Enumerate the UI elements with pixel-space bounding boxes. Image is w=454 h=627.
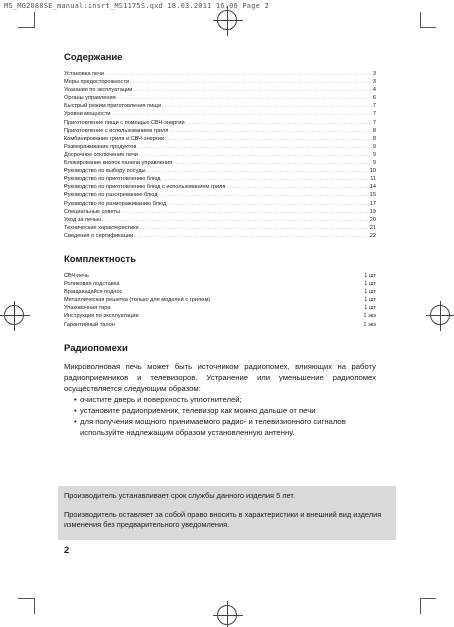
kit-item (64, 321, 376, 329)
toc-leader-dots (133, 86, 372, 94)
toc-item (64, 151, 376, 159)
notice-box (58, 486, 396, 540)
page-number: 2 (64, 545, 70, 556)
radio-bullet: • для получения мощного принимаемого радио- и телевизионного сигналов используйте надлежащим образом установленную антенну. (74, 416, 376, 438)
toc-item (64, 208, 376, 216)
crop-mark-bottom-left-h (18, 598, 34, 599)
toc-item (64, 135, 376, 143)
toc-item-label: Меры предосторожности (64, 79, 130, 86)
toc-item-page: 4 (372, 87, 376, 94)
radio-bullets (64, 394, 376, 438)
toc-leader-dots (105, 70, 372, 78)
radio-section (64, 343, 376, 438)
toc-leader-dots (139, 151, 372, 159)
kit-item-label: Роликовая подставка (64, 281, 120, 288)
radio-intro: Микроволновая печь может быть источником радиопомех, влияющих на работу радиоприемников и телевизоров. Устранение или уменьшение радиопомех осуществляется следующим образом: (64, 361, 376, 393)
toc-item-label: Руководство по приготовлению блюд (64, 176, 161, 183)
kit-item (64, 280, 376, 288)
crop-mark-top-left-h (18, 27, 34, 28)
toc-item-page: 7 (372, 111, 376, 118)
kit-item-label: Гарантийный талон (64, 321, 115, 328)
toc-item-page: 11 (370, 176, 376, 183)
kit-item-qty: 1 шт (364, 272, 376, 279)
toc-item (64, 200, 376, 208)
kit-section (64, 254, 376, 329)
kit-item (64, 296, 376, 304)
toc-item-label: Быстрый режим приготовления пищи (64, 103, 161, 110)
toc-section (64, 52, 376, 240)
toc-item-label: Уход за печью (64, 216, 102, 223)
registration-mark-right (430, 305, 450, 325)
toc-item-page: 8 (372, 127, 376, 134)
toc-item (64, 86, 376, 94)
toc-item-label: Приготовление с использованием гриля (64, 127, 169, 134)
toc-item (64, 175, 376, 183)
registration-mark-top (217, 10, 237, 30)
kit-item (64, 272, 376, 280)
kit-list (64, 272, 376, 329)
crop-mark-bottom-right-h (420, 598, 436, 599)
toc-leader-dots (121, 208, 369, 216)
toc-leader-dots (173, 159, 372, 167)
notice-service-life: Производитель устанавливает срок службы данного изделия 5 лет. (64, 491, 296, 500)
print-header: MS_MG2080SE_manual:insrt_MS1175S.qxd 18.03.2011 16:06 Page 2 (4, 2, 269, 10)
toc-item-page: 3 (372, 71, 376, 77)
toc-item (64, 94, 376, 102)
kit-item-label: Упаковочная тара (64, 305, 111, 312)
toc-leader-dots (130, 78, 372, 86)
toc-item-page: 19 (369, 208, 376, 215)
toc-item-label: Указания по эксплуатации (64, 87, 133, 94)
toc-leader-dots (117, 94, 372, 102)
toc-item (64, 70, 376, 78)
crop-mark-bottom-left (34, 598, 35, 614)
toc-item-label: Установка печи (64, 71, 104, 77)
toc-leader-dots (165, 135, 372, 143)
toc-item-page: 22 (369, 232, 376, 239)
kit-item-label: СВЧ-печь (64, 272, 89, 279)
toc-item-label: Технические характеристики (64, 224, 139, 231)
toc-item-label: Руководство по выбору посуды (64, 168, 146, 175)
toc-leader-dots (169, 127, 372, 135)
toc-item (64, 127, 376, 135)
toc-item (64, 143, 376, 151)
radio-bullet: • установите радиоприемник, телевизор как можно дальше от печи (74, 405, 376, 416)
toc-leader-dots (102, 216, 369, 224)
toc-item-label: Руководство по приготовлению блюд с использованием гриля (64, 184, 226, 191)
toc-item (64, 78, 376, 86)
toc-item-page: 6 (372, 95, 376, 102)
kit-item-qty: 1 шт (364, 297, 376, 304)
toc-item (64, 167, 376, 175)
toc-title: Содержание (64, 52, 123, 63)
toc-item-page: 7 (372, 103, 376, 110)
toc-leader-dots (146, 167, 368, 175)
toc-leader-dots (159, 191, 369, 199)
kit-item-label: Вращающийся поднос (64, 289, 123, 296)
crop-mark-top-right-h (420, 27, 436, 28)
toc-item (64, 110, 376, 118)
toc-leader-dots (134, 232, 369, 240)
toc-leader-dots (167, 200, 369, 208)
toc-item (64, 119, 376, 127)
toc-item-page: 14 (369, 184, 376, 191)
registration-mark-left (4, 305, 24, 325)
page-content (64, 52, 376, 438)
toc-item-page: 9 (372, 151, 376, 158)
toc-item-label: Органы управления (64, 95, 116, 102)
toc-item (64, 216, 376, 224)
toc-leader-dots (112, 110, 372, 118)
toc-item-page: 9 (372, 160, 376, 167)
kit-item-qty: 1 экз (363, 321, 376, 328)
crop-mark-top-left (34, 12, 35, 28)
toc-item-label: Комбинирование гриля и СВЧ-энергии (64, 135, 165, 142)
toc-item-label: Досрочное отключение печи (64, 151, 138, 158)
toc-item-label: Руководство по разогреванию блюд (64, 192, 158, 199)
notice-changes: Производитель оставляет за собой право вносить в характеристики и внешний вид изделия изменения без предварительного уведомления. (64, 509, 382, 529)
kit-item-label: Инструкция по эксплуатации (64, 313, 139, 320)
toc-leader-dots (226, 183, 368, 191)
kit-item-label: Металлическая решетка (только для моделей с грилем) (64, 297, 211, 304)
crop-mark-top-right (420, 12, 421, 28)
toc-item-page: 20 (369, 216, 376, 223)
kit-item-qty: 1 шт (364, 289, 376, 296)
radio-title: Радиопомехи (64, 342, 128, 354)
toc-leader-dots (161, 175, 369, 183)
kit-title: Комплектность (64, 253, 137, 265)
toc-item-label: Руководство по размораживанию блюд (64, 200, 167, 207)
toc-leader-dots (140, 224, 369, 232)
toc-item-label: Сведения о сертификации (64, 232, 134, 239)
kit-item (64, 288, 376, 296)
toc-item-page: 3 (372, 79, 376, 86)
toc-item (64, 159, 376, 167)
toc-list (64, 70, 376, 240)
crop-mark-bottom-right (420, 598, 421, 614)
toc-item-page: 7 (372, 119, 376, 126)
toc-leader-dots (186, 119, 372, 127)
kit-item-qty: 1 экз (363, 313, 376, 320)
toc-item-page: 17 (369, 200, 376, 207)
toc-item-page: 10 (369, 168, 376, 175)
toc-leader-dots (162, 102, 372, 110)
toc-item-page: 8 (372, 135, 376, 142)
toc-item-page: 9 (372, 143, 376, 150)
radio-bullet: • очистите дверь и поверхность уплотнителей; (74, 394, 376, 405)
toc-item-page: 15 (369, 192, 376, 199)
registration-mark-bottom (217, 605, 237, 625)
toc-item-label: Специальные советы (64, 208, 120, 215)
toc-item-label: Уровни мощности (64, 111, 111, 118)
toc-item (64, 224, 376, 232)
toc-item-page: 21 (369, 224, 376, 231)
kit-item (64, 304, 376, 312)
kit-item (64, 312, 376, 320)
toc-item (64, 102, 376, 110)
toc-leader-dots (137, 143, 371, 151)
toc-item-label: Размораживание продуктов (64, 143, 137, 150)
toc-item-label: Приготовление пищи с помощью СВЧ-энергии (64, 119, 185, 126)
toc-item (64, 183, 376, 191)
toc-item (64, 232, 376, 240)
toc-item-label: Блокирование кнопок панели управления (64, 160, 173, 167)
kit-item-qty: 1 шт (364, 281, 376, 288)
toc-item (64, 191, 376, 199)
kit-item-qty: 1 шт (364, 305, 376, 312)
